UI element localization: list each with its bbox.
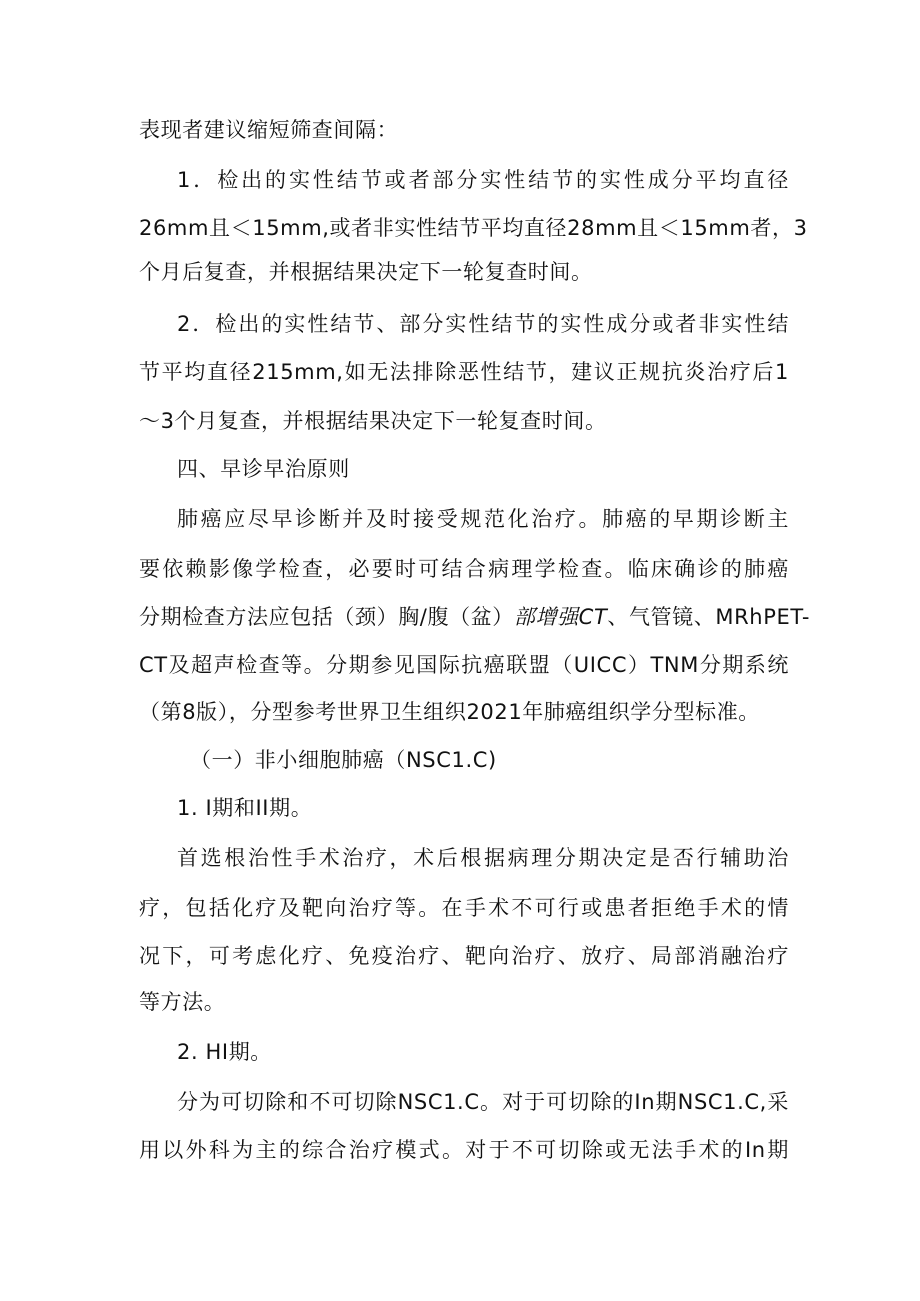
- list-item-1-line: 1．检出的实性结节或者部分实性结节的实性成分平均直径: [177, 168, 789, 192]
- italic-text: 部增强CT: [513, 605, 608, 629]
- paragraph-line: 分为可切除和不可切除NSC1.C。对于可切除的In期NSC1.C,采: [177, 1090, 789, 1114]
- paragraph-text: 分期检查方法应包括（颈）胸/腹（盆）: [139, 605, 514, 629]
- paragraph-line: 首选根治性手术治疗，术后根据病理分期决定是否行辅助治: [177, 846, 789, 870]
- paragraph-line: 等方法。: [139, 990, 226, 1014]
- list-item-2-line: 节平均直径215mm,如无法排除恶性结节，建议正规抗炎治疗后1: [139, 360, 789, 384]
- list-item-1-line: 26mm且＜15mm,或者非实性结节平均直径28mm且＜15mm者，3: [139, 216, 808, 240]
- stage-heading: 2. HI期。: [177, 1040, 272, 1064]
- paragraph-line: 要依赖影像学检查，必要时可结合病理学检查。临床确诊的肺癌: [139, 557, 789, 581]
- paragraph-line: 况下，可考虑化疗、免疫治疗、靶向治疗、放疗、局部消融治疗: [139, 944, 789, 968]
- list-item-2-line: 〜3个月复查，并根据结果决定下一轮复查时间。: [139, 409, 607, 433]
- stage-heading: 1. I期和II期。: [177, 796, 313, 820]
- paragraph-line: 肺癌应尽早诊断并及时接受规范化治疗。肺癌的早期诊断主: [177, 507, 789, 531]
- paragraph-text: 、气管镜、MRhPET-: [607, 605, 811, 629]
- paragraph-line: CT及超声检查等。分期参见国际抗癌联盟（UICC）TNM分期系统: [139, 653, 789, 677]
- list-item-1-line: 个月后复查，并根据结果决定下一轮复查时间。: [139, 260, 593, 284]
- list-item-2-line: 2．检出的实性结节、部分实性结节的实性成分或者非实性结: [177, 312, 789, 336]
- section-heading: 四、早诊早治原则: [177, 457, 350, 481]
- paragraph-line: 表现者建议缩短筛查间隔：: [139, 118, 399, 142]
- subsection-heading: （一）非小细胞肺癌（NSC1.C): [190, 748, 497, 772]
- paragraph-line: （第8版），分型参考世界卫生组织2021年肺癌组织学分型标准。: [139, 700, 760, 724]
- paragraph-line: 用以外科为主的综合治疗模式。对于不可切除或无法手术的In期: [139, 1138, 789, 1162]
- paragraph-line-mixed: [139, 602, 811, 632]
- paragraph-line: 疗，包括化疗及靶向治疗等。在手术不可行或患者拒绝手术的情: [139, 896, 789, 920]
